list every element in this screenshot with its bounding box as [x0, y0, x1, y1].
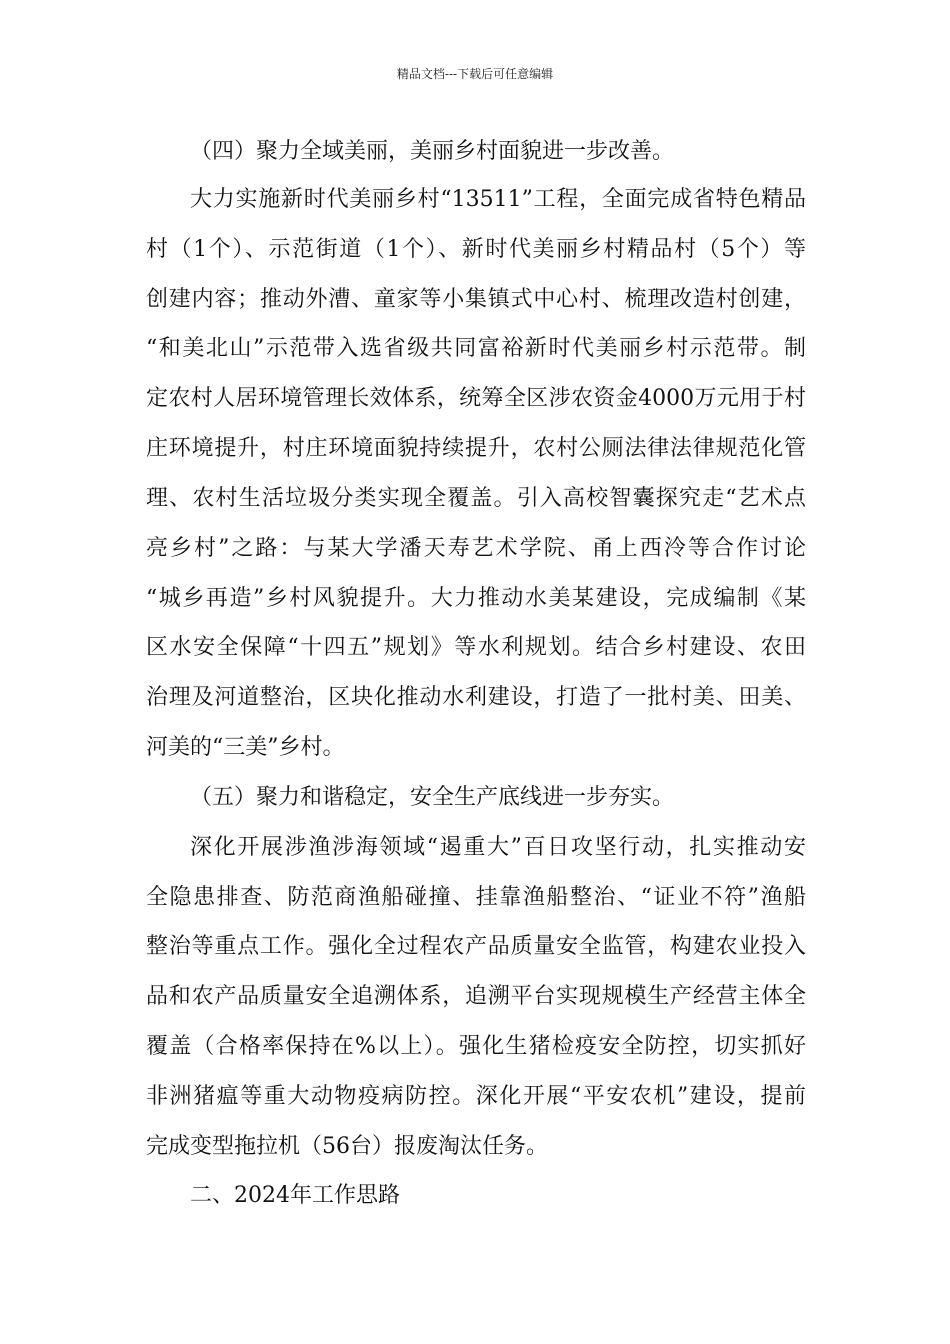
paragraph-line: 整治等重点工作。强化全过程农产品质量安全监管，构建农业投入 — [146, 934, 806, 959]
paragraph-line: “和美北山”示范带入选省级共同富裕新时代美丽乡村示范带。制 — [146, 336, 806, 361]
section-heading: （四）聚力全域美丽，美丽乡村面貌进一步改善。 — [190, 139, 675, 164]
paragraph-line: 大力实施新时代美丽乡村“13511”工程，全面完成省特色精品 — [190, 187, 806, 212]
paragraph-line: 区水安全保障“十四五”规划》等水利规划。结合乡村建设、农田 — [146, 635, 806, 660]
paragraph-line: 全隐患排查、防范商渔船碰撞、挂靠渔船整治、“证业不符”渔船 — [146, 885, 806, 910]
paragraph-line: 村（1个）、示范街道（1个）、新时代美丽乡村精品村（5个）等 — [146, 237, 806, 262]
paragraph-line: 完成变型拖拉机（56台）报废淘汰任务。 — [146, 1134, 548, 1159]
paragraph-line: 非洲猪瘟等重大动物疫病防控。深化开展“平安农机”建设，提前 — [146, 1084, 806, 1109]
paragraph-line: 治理及河道整治，区块化推动水利建设，打造了一批村美、田美、 — [146, 685, 806, 710]
paragraph-line: 理、农村生活垃圾分类实现全覆盖。引入高校智囊探究走“艺术点 — [146, 486, 806, 511]
paragraph-line: 品和农产品质量安全追溯体系，追溯平台实现规模生产经营主体全 — [146, 984, 806, 1009]
paragraph-line: 亮乡村”之路：与某大学潘天寿艺术学院、甬上西泠等合作讨论 — [146, 536, 806, 561]
paragraph-line: 深化开展涉渔涉海领域“遏重大”百日攻坚行动，扎实推动安 — [190, 835, 806, 860]
page-header: 精品文档---下载后可任意编辑 — [396, 67, 554, 81]
section-heading: 二、2024年工作思路 — [190, 1183, 400, 1208]
section-heading: （五）聚力和谐稳定，安全生产底线进一步夯实。 — [190, 785, 675, 810]
paragraph-line: 创建内容；推动外漕、童家等小集镇式中心村、梳理改造村创建， — [146, 287, 806, 312]
paragraph-line: 覆盖（合格率保持在%以上）。强化生猪检疫安全防控，切实抓好 — [146, 1034, 806, 1059]
paragraph-line: “城乡再造”乡村风貌提升。大力推动水美某建设，完成编制《某 — [146, 586, 806, 611]
paragraph-line: 庄环境提升，村庄环境面貌持续提升，农村公厕法律法律规范化管 — [146, 436, 806, 461]
paragraph-line: 河美的“三美”乡村。 — [146, 735, 345, 760]
paragraph-line: 定农村人居环境管理长效体系，统筹全区涉农资金4000万元用于村 — [146, 386, 806, 411]
